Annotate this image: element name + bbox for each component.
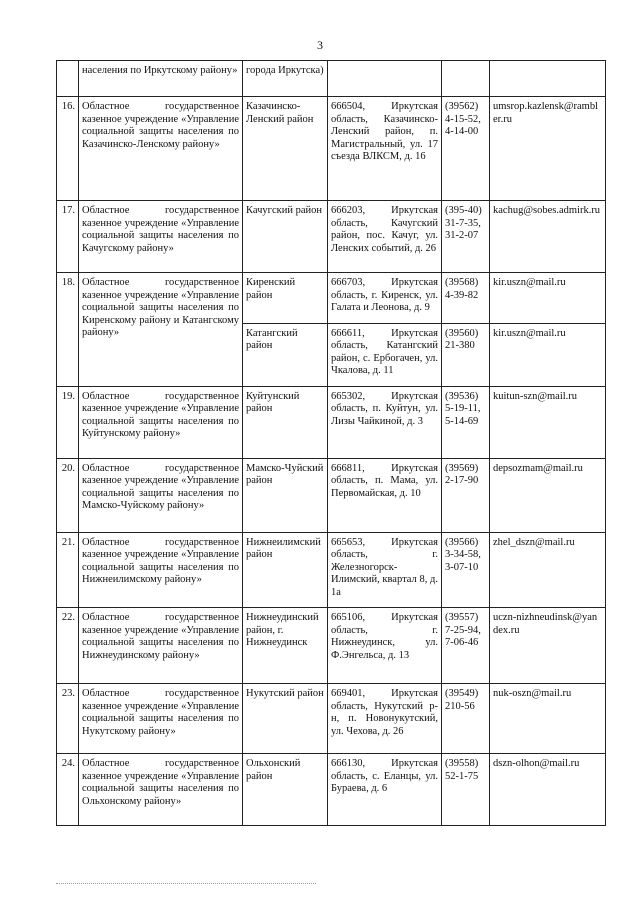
postal-address: 665653, Иркутская область, г. Железногорск-Илимский, квартал 8, д. 1а <box>328 532 442 608</box>
postal-address <box>328 61 442 97</box>
email-address: kir.uszn@mail.ru <box>490 323 606 386</box>
institution-name: Областное государственное казенное учреждение «Управление социальной защиты населения по Качугскому району» <box>79 201 243 273</box>
postal-address: 666703, Иркутская область, г. Киренск, ул. Галата и Леонова, д. 9 <box>328 273 442 324</box>
institution-name: Областное государственное казенное учреждение «Управление социальной защиты населения по Нижнеудинскому району» <box>79 608 243 684</box>
row-number: 21. <box>57 532 79 608</box>
institution-name: Областное государственное казенное учреждение «Управление социальной защиты населения по Ольхонскому району» <box>79 754 243 826</box>
email-address: uczn-nizhneudinsk@yandex.ru <box>490 608 606 684</box>
postal-address: 669401, Иркутская область, Нукутский р-н, п. Новонукутский, ул. Чехова, д. 26 <box>328 684 442 754</box>
phone-numbers: (39560) 21-380 <box>442 323 490 386</box>
phone-numbers: (39569) 2-17-90 <box>442 458 490 532</box>
email-address: dszn-olhon@mail.ru <box>490 754 606 826</box>
phone-numbers: (395-40) 31-7-35, 31-2-07 <box>442 201 490 273</box>
service-area: Киренский район <box>243 273 328 324</box>
row-number: 20. <box>57 458 79 532</box>
postal-address: 665302, Иркутская область, п. Куйтун, ул. Лизы Чайкиной, д. 3 <box>328 386 442 458</box>
institution-name: Областное государственное казенное учреждение «Управление социальной защиты населения по Мамско-Чуйскому району» <box>79 458 243 532</box>
email-address: umsrop.kazlensk@rambler.ru <box>490 97 606 201</box>
service-area: Куйтунский район <box>243 386 328 458</box>
page-number: 3 <box>317 38 323 52</box>
table-row <box>57 754 606 826</box>
email-address: nuk-oszn@mail.ru <box>490 684 606 754</box>
service-area: города Иркутска) <box>243 61 328 97</box>
institution-name: Областное государственное казенное учреждение «Управление социальной защиты населения по Нукутскому району» <box>79 684 243 754</box>
postal-address: 666203, Иркутская область, Качугский район, пос. Качуг, ул. Ленских событий, д. 26 <box>328 201 442 273</box>
email-address: kir.uszn@mail.ru <box>490 273 606 324</box>
email-address: depsozmam@mail.ru <box>490 458 606 532</box>
phone-numbers: (39558) 52-1-75 <box>442 754 490 826</box>
table-row <box>57 532 606 608</box>
phone-numbers: (39557) 7-25-94, 7-06-46 <box>442 608 490 684</box>
row-number: 18. <box>57 273 79 387</box>
row-number: 17. <box>57 201 79 273</box>
table-row <box>57 458 606 532</box>
institution-name: населения по Иркутскому району» <box>79 61 243 97</box>
table-row <box>57 273 606 324</box>
table-row <box>57 201 606 273</box>
service-area: Качугский район <box>243 201 328 273</box>
row-number: 16. <box>57 97 79 201</box>
service-area: Ольхонский район <box>243 754 328 826</box>
phone-numbers: (39562) 4-15-52, 4-14-00 <box>442 97 490 201</box>
email-address: kachug@sobes.admirk.ru <box>490 201 606 273</box>
table-row <box>57 61 606 97</box>
phone-numbers: (39549) 210-56 <box>442 684 490 754</box>
institution-name: Областное государственное казенное учреждение «Управление социальной защиты населения по Киренскому району и Катангскому району» <box>79 273 243 387</box>
row-number: 23. <box>57 684 79 754</box>
table-row <box>57 97 606 201</box>
email-address: kuitun-szn@mail.ru <box>490 386 606 458</box>
postal-address: 666611, Иркутская область, Катангский район, с. Ербогачен, ул. Чкалова, д. 11 <box>328 323 442 386</box>
table-row <box>57 684 606 754</box>
phone-numbers: (39536) 5-19-11, 5-14-69 <box>442 386 490 458</box>
postal-address: 666504, Иркутская область, Казачинско-Ленский район, п. Магистральный, ул. 17 съезда ВЛКСМ, д. 16 <box>328 97 442 201</box>
email-address: zhel_dszn@mail.ru <box>490 532 606 608</box>
institution-name: Областное государственное казенное учреждение «Управление социальной защиты населения по Нижнеилимскому району» <box>79 532 243 608</box>
phone-numbers <box>442 61 490 97</box>
institutions-table <box>56 60 606 826</box>
table-row <box>57 386 606 458</box>
footer-divider <box>56 883 316 885</box>
institution-name: Областное государственное казенное учреждение «Управление социальной защиты населения по Казачинско-Ленскому району» <box>79 97 243 201</box>
postal-address: 665106, Иркутская область, г. Нижнеудинск, ул. Ф.Энгельса, д. 13 <box>328 608 442 684</box>
service-area: Нижнеудинский район, г. Нижнеудинск <box>243 608 328 684</box>
row-number: 22. <box>57 608 79 684</box>
row-number <box>57 61 79 97</box>
service-area: Казачинско-Ленский район <box>243 97 328 201</box>
service-area: Нукутский район <box>243 684 328 754</box>
postal-address: 666811, Иркутская область, п. Мама, ул. Первомайская, д. 10 <box>328 458 442 532</box>
service-area: Нижнеилимский район <box>243 532 328 608</box>
service-area: Мамско-Чуйский район <box>243 458 328 532</box>
postal-address: 666130, Иркутская область, с. Еланцы, ул. Бураева, д. 6 <box>328 754 442 826</box>
phone-numbers: (39566) 3-34-58, 3-07-10 <box>442 532 490 608</box>
table-row <box>57 608 606 684</box>
phone-numbers: (39568) 4-39-82 <box>442 273 490 324</box>
service-area: Катангский район <box>243 323 328 386</box>
institution-name: Областное государственное казенное учреждение «Управление социальной защиты населения по Куйтунскому району» <box>79 386 243 458</box>
row-number: 19. <box>57 386 79 458</box>
email-address <box>490 61 606 97</box>
row-number: 24. <box>57 754 79 826</box>
